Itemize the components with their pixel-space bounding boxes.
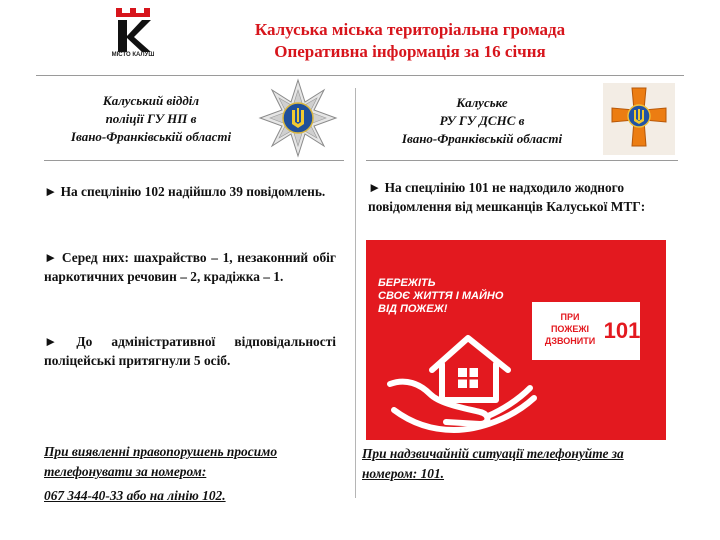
fire-safety-banner [366, 240, 666, 440]
police-header-divider [44, 160, 344, 161]
page-subtitle: Оперативна інформація за 16 січня [274, 42, 546, 61]
police-calls-paragraph: ► На спецлінію 102 надійшло 39 повідомлень. [44, 184, 326, 199]
call-text-line3: ДЗВОНИТИ [544, 336, 596, 346]
dsns-org-line1: Калуське [456, 95, 508, 110]
house-hand-icon [384, 318, 544, 436]
police-admin-paragraph: ► До адміністративної відповідальності поліцейські притягнули 5 осіб. [44, 334, 336, 368]
column-divider [355, 88, 356, 498]
call-text-line1: ПРИ [560, 312, 580, 322]
dsns-contact-note: При надзвичайній ситуації телефонуйте за номером: 101. [362, 446, 624, 481]
police-contact-note: При виявленні правопорушень просимо телефонувати за номером: [44, 444, 278, 479]
header-divider [36, 75, 684, 76]
dsns-header-divider [366, 160, 678, 161]
police-emblem-icon [258, 78, 338, 158]
dsns-org-line3: Івано-Франківській області [401, 131, 563, 146]
banner-text-line1: БЕРЕЖІТЬ [378, 277, 436, 289]
dsns-org-line2: РУ ГУ ДСНС в [439, 113, 525, 128]
banner-text-line3: ВІД ПОЖЕЖ! [378, 303, 448, 315]
logo-caption: МІСТО КАЛУШ [111, 52, 155, 58]
dsns-calls-paragraph: ► На спецлінію 101 не надходило жодного повідомлення від мешканців Калуської МТГ: [368, 180, 646, 214]
police-contact-number: 067 344-40-33 або на лінію 102. [44, 488, 226, 503]
city-logo-icon [112, 6, 154, 68]
call-text-line2: ПОЖЕЖІ [550, 324, 590, 334]
police-org-line3: Івано-Франківській області [70, 129, 232, 144]
dsns-emblem-icon [602, 82, 676, 156]
police-org-line2: поліції ГУ НП в [105, 111, 197, 126]
police-breakdown-paragraph: ► Серед них: шахрайство – 1, незаконний обіг наркотичних речовин – 2, крадіжка – 1. [44, 250, 336, 284]
page-title: Калуська міська територіальна громада [254, 20, 566, 39]
emergency-number: 101 [603, 318, 641, 343]
police-org-line1: Калуський відділ [102, 93, 200, 108]
banner-text-line2: СВОЄ ЖИТТЯ І МАЙНО [378, 290, 504, 302]
